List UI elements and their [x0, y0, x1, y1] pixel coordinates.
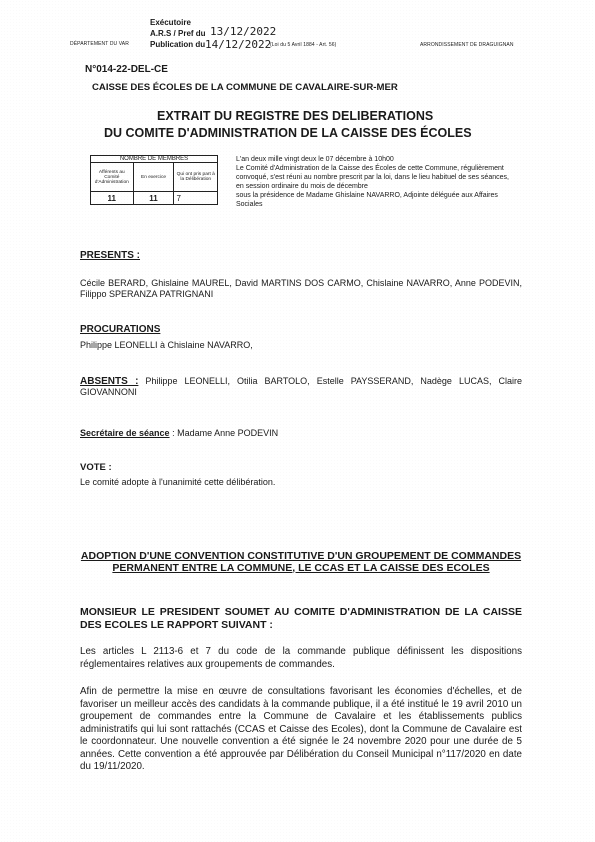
arrondissement-label: ARRONDISSEMENT DE DRAGUIGNAN — [420, 42, 514, 48]
procurations-label: PROCURATIONS — [80, 324, 161, 335]
vote-text: Le comité adopte à l'unanimité cette délibération. — [80, 477, 276, 487]
department-label: DÉPARTEMENT DU VAR — [70, 41, 129, 47]
preamble — [236, 155, 514, 209]
main-title-line1: EXTRAIT DU REGISTRE DES DELIBERATIONS — [157, 109, 434, 123]
members-val-participants: 7 — [174, 192, 218, 205]
secretaire-label: Secrétaire de séance — [80, 428, 170, 438]
absents-label: ABSENTS : — [80, 376, 139, 387]
executoire-label: Exécutoire — [150, 18, 191, 27]
preamble-convocation: Le Comité d'Administration de la Caisse des Écoles de cette Commune, régulièrement convoqué, s'est réuni au nombre prescrit par la loi, dans le lieu habituel de ses séances, — [236, 165, 509, 181]
members-table-header: NOMBRE DE MEMBRES — [91, 156, 218, 163]
president-intro: MONSIEUR LE PRESIDENT SOUMET AU COMITE D'ADMINISTRATION DE LA CAISSE DES ECOLES LE RAPPORT SUIVANT : — [80, 606, 522, 631]
absents-list: Philippe LEONELLI, Otilia BARTOLO, Estelle PAYSSERAND, Nadège LUCAS, Claire GIOVANNONI — [80, 376, 522, 397]
members-col-participants: Qui ont pris part à la Délibération — [174, 163, 218, 192]
main-title-line2: DU COMITE D'ADMINISTRATION DE LA CAISSE DES ÉCOLES — [104, 126, 472, 140]
paragraph-groupement: Afin de permettre la mise en œuvre de consultations favorisant les économies d'échelles, et de favoriser un meilleur accès des candidats à la commande publique, il a été institué le 19 avril 2010 un groupement de commandes entre la Commune de Cavalaire et les établissements publics administratifs qui lui sont rattachés (CCAS et Caisse des Ecoles), dont la Commune de Cavalaire est le coordonnateur. Une nouvelle convention a été signée le 24 novembre 2020 pour une durée de 5 années. Cette convention a été approuvée par Délibération du Conseil Municipal n°117/2020 en date du 19/11/2020. — [80, 686, 522, 772]
secretaire-name: : Madame Anne PODEVIN — [172, 428, 279, 438]
ars-date-handwritten: 13/12/2022 — [210, 25, 277, 38]
law-reference: (Loi du 5 Avril 1884 - Art. 56) — [270, 42, 337, 48]
members-col-afferents: Afférents au Comité d'Administration — [91, 163, 134, 192]
preamble-session: en session ordinaire du mois de décembre — [236, 183, 368, 190]
preamble-date: L'an deux mille vingt deux le 07 décembre à 10h00 — [236, 156, 394, 163]
members-val-afferents: 11 — [91, 192, 134, 205]
publication-label: Publication du — [150, 40, 206, 49]
members-col-exercice: En exercice — [133, 163, 174, 192]
presents-list: Cécile BERARD, Ghislaine MAUREL, David MARTINS DOS CARMO, Chislaine NAVARRO, Anne PODEVIN, Filippo SPERANZA PATRIGNANI — [80, 278, 522, 299]
members-val-exercice: 11 — [133, 192, 174, 205]
paragraph-articles: Les articles L 2113-6 et 7 du code de la commande publique définissent les dispositions réglementaires relatives aux groupements de commandes. — [80, 646, 522, 670]
ars-pref-label: A.R.S / Pref du — [150, 29, 206, 38]
procurations-text: Philippe LEONELLI à Chislaine NAVARRO, — [80, 340, 253, 350]
secretaire-block — [80, 428, 278, 438]
organization-title: CAISSE DES ÉCOLES DE LA COMMUNE DE CAVALAIRE-SUR-MER — [92, 82, 398, 93]
presents-label: PRESENTS : — [80, 250, 141, 261]
absents-block — [80, 376, 522, 398]
preamble-presidence: sous la présidence de Madame Ghislaine NAVARRO, Adjointe déléguée aux Affaires Sociales — [236, 192, 498, 208]
vote-label: VOTE : — [80, 462, 112, 473]
subject-title: ADOPTION D'UNE CONVENTION CONSTITUTIVE D'UN GROUPEMENT DE COMMANDES PERMANENT ENTRE LA COMMUNE, LE CCAS ET LA CAISSE DES ECOLES — [80, 550, 522, 574]
reference-number: N°014-22-DEL-CE — [85, 64, 168, 75]
publication-date-handwritten: 14/12/2022 — [205, 38, 272, 51]
members-table — [90, 155, 218, 205]
